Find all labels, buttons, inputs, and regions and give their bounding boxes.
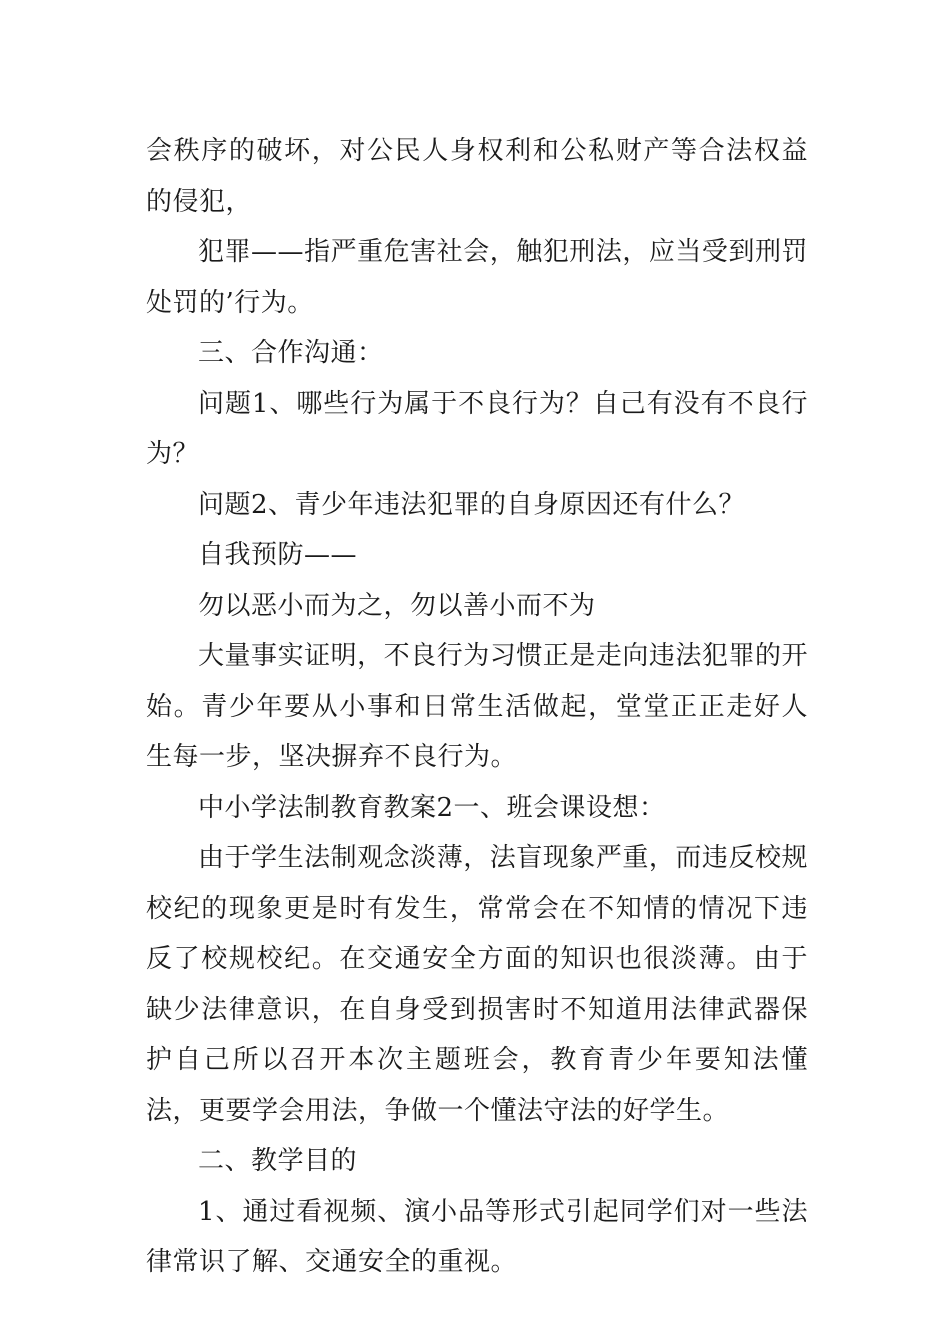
section-heading-teaching-goals: 二、教学目的 (198, 1146, 358, 1176)
proverb-line: 勿以恶小而为之，勿以善小而不为 (198, 590, 596, 621)
question-2: 问题2、青少年违法犯罪的自身原因还有什么？ (198, 489, 746, 520)
section-heading-cooperation: 三、合作沟通： (198, 338, 384, 368)
lesson-plan-2-heading: 中小学法制教育教案2一、班会课设想： (198, 792, 666, 823)
paragraph-facts: 大量事实证明，不良行为习惯正是走向违法犯罪的开始。青少年要从小事和日常生活做起，堂堂正正走好人生每一步，坚决摒弃不良行为。 (146, 641, 808, 772)
teaching-goal-1: 1、通过看视频、演小品等形式引起同学们对一些法律常识了解、交通安全的重视。 (146, 1196, 808, 1277)
paragraph-crime-definition: 犯罪——指严重危害社会，触犯刑法，应当受到刑罚处罚的’行为。 (146, 237, 808, 318)
document-body (146, 126, 808, 1288)
question-1: 问题1、哪些行为属于不良行为？自己有没有不良行为？ (146, 388, 808, 469)
paragraph-crime-definition-end: 会秩序的破坏，对公民人身权利和公私财产等合法权益的侵犯， (146, 136, 808, 217)
paragraph-class-rationale: 由于学生法制观念淡薄，法盲现象严重，而违反校规校纪的现象更是时有发生，常常会在不知情的情况下违反了校规校纪。在交通安全方面的知识也很淡薄。由于缺少法律意识，在自身受到损害时不知道用法律武器保护自己所以召开本次主题班会，教育青少年要知法懂法，更要学会用法，争做一个懂法守法的好学生。 (146, 843, 808, 1126)
self-prevention-heading: 自我预防—— (198, 540, 358, 570)
